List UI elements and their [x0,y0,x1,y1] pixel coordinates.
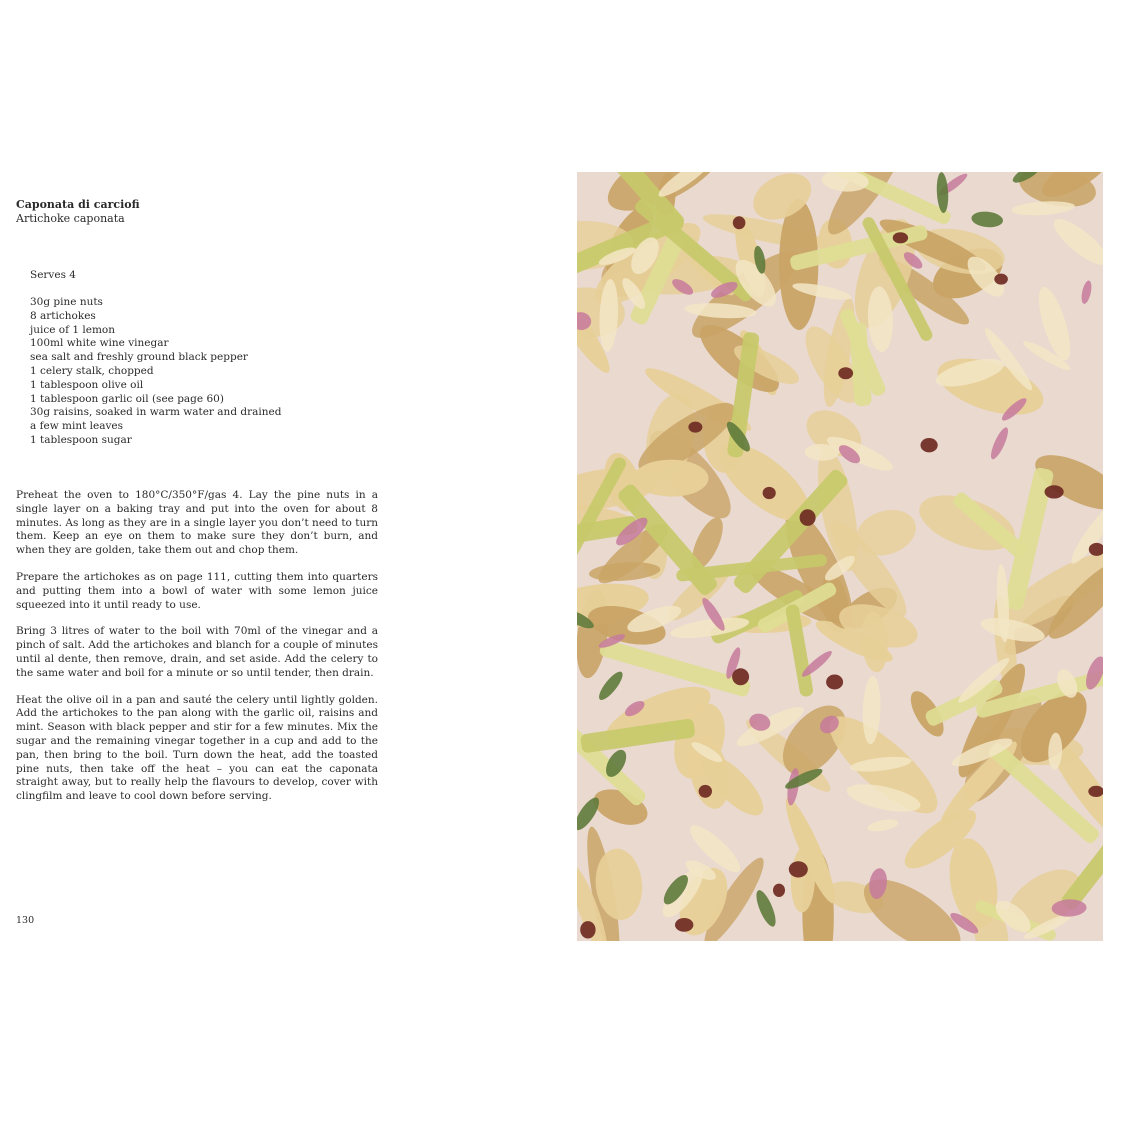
method-paragraph: Prepare the artichokes as on page 111, cutting them into quarters and putting them into a bowl of water with some lemon juice squeezed into it until ready to use. [16,570,378,611]
page-number: 130 [16,915,35,926]
raisin [789,861,808,877]
ingredient-item: sea salt and freshly ground black pepper [30,351,248,364]
ingredient-item: 30g raisins, soaked in warm water and drained [30,406,282,419]
raisin [699,785,712,798]
raisin [763,487,776,499]
raisin [893,232,908,243]
method-paragraph: Bring 3 litres of water to the boil with 70ml of the vinegar and a pinch of salt. Add the artichokes and blanch for a couple of minutes until al dente, then remove, drain, and set aside. Add the celery to the same water and boil for a minute or so until tender, then drain. [16,625,378,679]
ingredient-item: 1 tablespoon garlic oil (see page 60) [30,392,224,405]
ingredient-item: 1 tablespoon olive oil [30,378,144,391]
ingredient-item: 30g pine nuts [30,296,103,308]
recipe-subtitle: Artichoke caponata [16,212,125,225]
serves-text: Serves 4 [30,269,76,281]
method-section [16,489,378,817]
ingredient-item: 100ml white wine vinegar [30,337,169,350]
recipe-title: Caponata di carciofi [16,198,140,211]
raisin [732,668,749,685]
raisin [580,921,595,938]
ingredient-item: a few mint leaves [30,420,124,433]
caponata-photo-illustration [577,172,1103,941]
method-paragraph: Preheat the oven to 180°C/350°F/gas 4. Lay the pine nuts in a single layer on a baking tray and put into the oven for about 8 minutes. As long as they are in a single layer you don’t need to turn them. Keep an eye on them to make sure they don’t burn, and when they are golden, take them out and chop them. [16,489,378,557]
raisin [838,367,853,379]
ingredients-list [30,296,281,448]
ingredient-item: 8 artichokes [30,309,96,322]
raisin [688,422,702,433]
ingredient-item: 1 tablespoon sugar [30,433,132,446]
raisin [994,274,1008,285]
raisin [826,675,843,690]
method-paragraph: Heat the olive oil in a pan and sauté the celery until lightly golden. Add the artichokes to the pan along with the garlic oil, raisins and mint. Season with black pepper and stir for a few minutes. Mix the sugar and the remaining vinegar together in a cup and add to the pan, then bring to the boil. Turn down the heat, add the toasted pine nuts, then take off the heat – you can eat the caponata straight away, but to really help the flavours to develop, cover with clingfilm and leave to cool down before serving. [16,693,378,803]
raisin [800,509,816,526]
raisin [1045,485,1064,498]
raisin [921,438,938,452]
raisin [675,918,693,932]
ingredient-item: juice of 1 lemon [30,323,115,336]
recipe-heading [16,198,378,226]
ingredient-item: 1 celery stalk, chopped [30,364,154,377]
raisin [733,216,746,229]
caponata-photo [577,172,1103,941]
raisin [773,884,785,897]
